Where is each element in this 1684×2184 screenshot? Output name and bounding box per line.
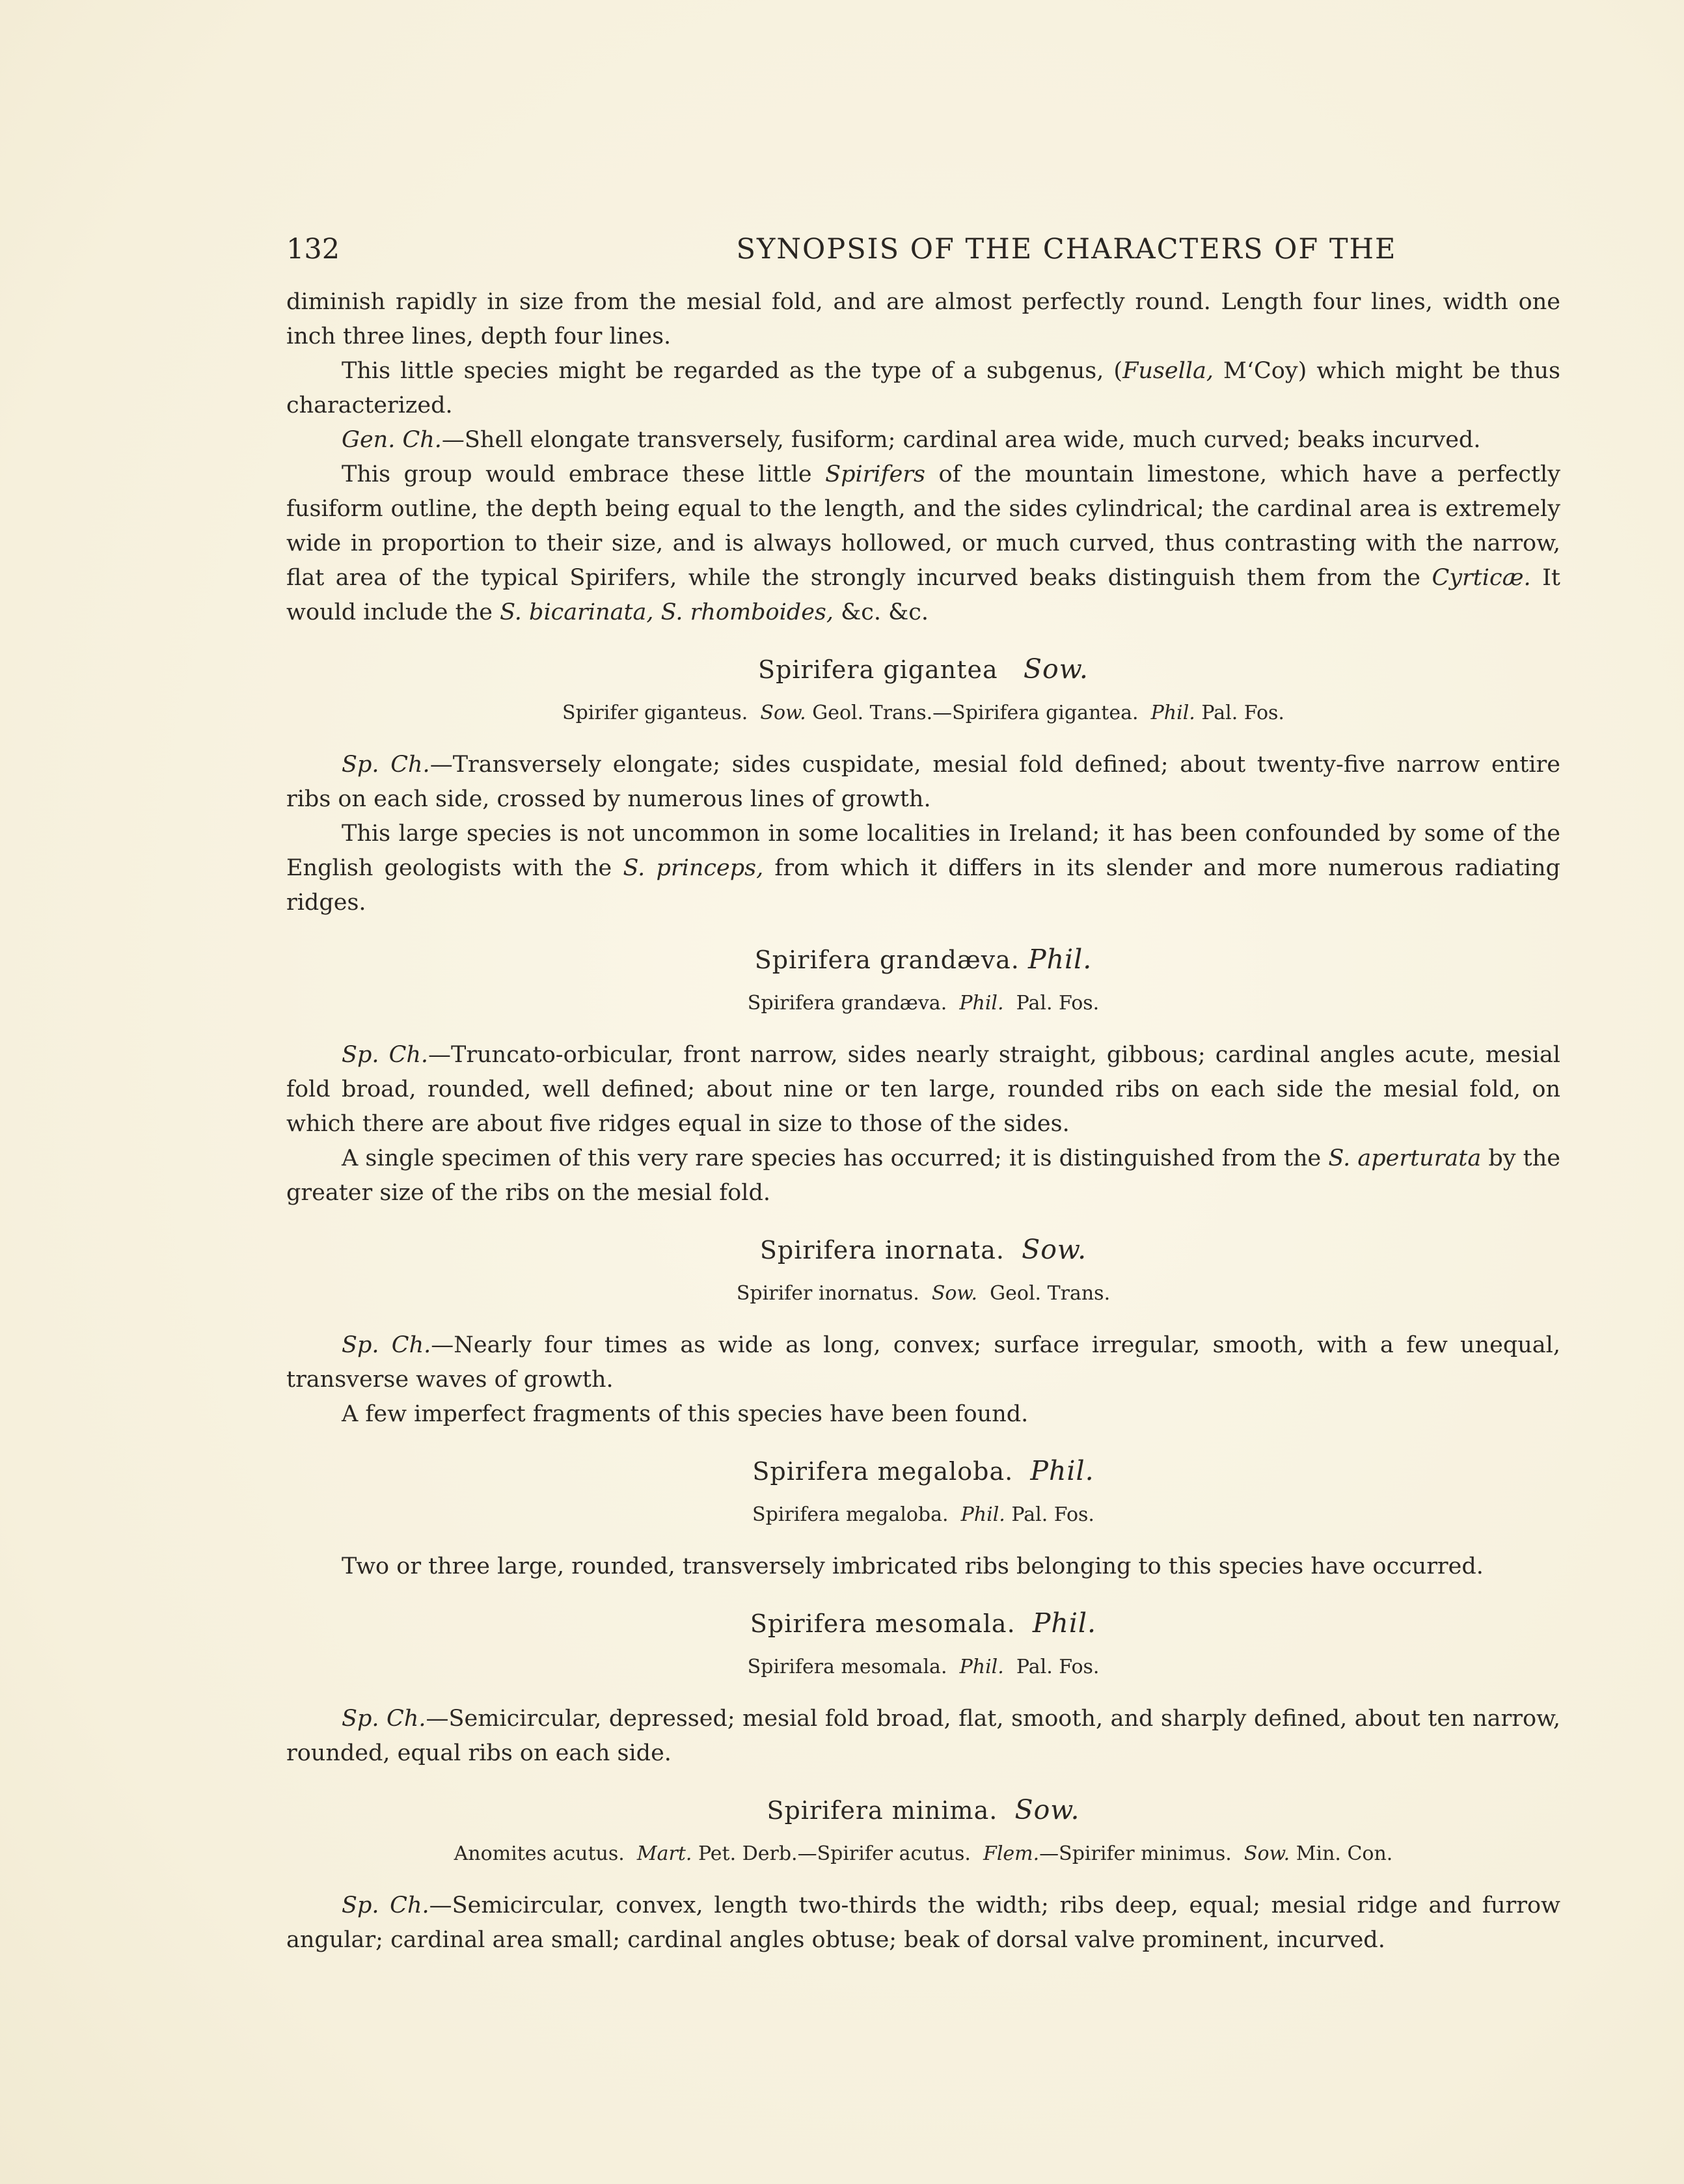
intro-paragraph-1: diminish rapidly in size from the mesial fold, and are almost perfectly round. Length four lines, width one inch three lines, depth four lines. xyxy=(286,289,1560,349)
synonymy-grandaeva: Spirifera grandæva. Phil. Pal. Fos. xyxy=(747,992,1100,1015)
remarks-grandaeva: A single specimen of this very rare species has occurred; it is distinguished from the S. aperturata by the greater size of the ribs on the mesial fold. xyxy=(286,1145,1560,1206)
genus-characters: Gen. Ch.—Shell elongate transversely, fusiform; cardinal area wide, much curved; beaks incurved. xyxy=(342,427,1481,453)
running-title: SYNOPSIS OF THE CHARACTERS OF THE xyxy=(736,233,1397,266)
species-characters-inornata: Sp. Ch.—Nearly four times as wide as long, convex; surface irregular, smooth, with a few unequal, transverse waves of growth. xyxy=(286,1332,1560,1393)
species-characters-gigantea: Sp. Ch.—Transversely elongate; sides cuspidate, mesial fold defined; about twenty-five narrow entire ribs on each side, crossed by numerous lines of growth. xyxy=(286,752,1560,812)
page-number: 132 xyxy=(286,233,340,266)
species-characters-grandaeva: Sp. Ch.—Truncato-orbicular, front narrow, sides nearly straight, gibbous; cardinal angles acute, mesial fold broad, rounded, well defined; about nine or ten large, rounded ribs on each side the mesial fold, on which there are about five ridges equal in size to those of the sides. xyxy=(286,1042,1560,1137)
species-heading-gigantea: Spirifera gigantea Sow. xyxy=(758,653,1089,685)
species-heading-grandaeva: Spirifera grandæva. Phil. xyxy=(754,944,1093,975)
species-heading-megaloba: Spirifera megaloba. Phil. xyxy=(752,1455,1094,1486)
intro-paragraph-4: This group would embrace these little Spirifers of the mountain limestone, which have a perfectly fusiform outline, the depth being equal to the length, and the sides cylindrical; the cardinal area is extremely wide in proportion to their size, and is always hollowed, or much curved, thus contrasting with the narrow, flat area of the typical Spirifers, while the strongly incurved beaks distinguish them from the Cyrticæ. It would include the S. bicarinata, S. rhomboides, &c. &c. xyxy=(286,461,1560,625)
remarks-megaloba: Two or three large, rounded, transversely imbricated ribs belonging to this species have occurred. xyxy=(342,1553,1484,1579)
synonymy-inornata: Spirifer inornatus. Sow. Geol. Trans. xyxy=(736,1282,1111,1305)
synonymy-gigantea: Spirifer giganteus. Sow. Geol. Trans.—Spirifera gigantea. Phil. Pal. Fos. xyxy=(562,702,1284,724)
species-heading-mesomala: Spirifera mesomala. Phil. xyxy=(750,1607,1097,1639)
species-heading-minima: Spirifera minima. Sow. xyxy=(767,1794,1080,1825)
species-heading-inornata: Spirifera inornata. Sow. xyxy=(759,1234,1087,1265)
running-head xyxy=(286,233,1560,272)
remarks-gigantea: This large species is not uncommon in some localities in Ireland; it has been confounded by some of the English geologists with the S. princeps, from which it differs in its slender and more numerous radiating ridges. xyxy=(286,821,1560,916)
species-characters-mesomala: Sp. Ch.—Semicircular, depressed; mesial fold broad, flat, smooth, and sharply defined, about ten narrow, rounded, equal ribs on each side. xyxy=(286,1706,1560,1766)
intro-paragraph-2: This little species might be regarded as the type of a subgenus, (Fusella, M‘Coy) which might be thus characterized. xyxy=(286,358,1560,418)
synonymy-mesomala: Spirifera mesomala. Phil. Pal. Fos. xyxy=(747,1656,1100,1678)
remarks-inornata: A few imperfect fragments of this species have been found. xyxy=(342,1401,1029,1427)
synonymy-megaloba: Spirifera megaloba. Phil. Pal. Fos. xyxy=(752,1503,1094,1526)
synonymy-minima: Anomites acutus. Mart. Pet. Derb.—Spirifer acutus. Flem.—Spirifer minimus. Sow. Min. Con. xyxy=(454,1842,1393,1865)
species-characters-minima: Sp. Ch.—Semicircular, convex, length two-thirds the width; ribs deep, equal; mesial ridge and furrow angular; cardinal area small; cardinal angles obtuse; beak of dorsal valve prominent, incurved. xyxy=(286,1892,1560,1953)
